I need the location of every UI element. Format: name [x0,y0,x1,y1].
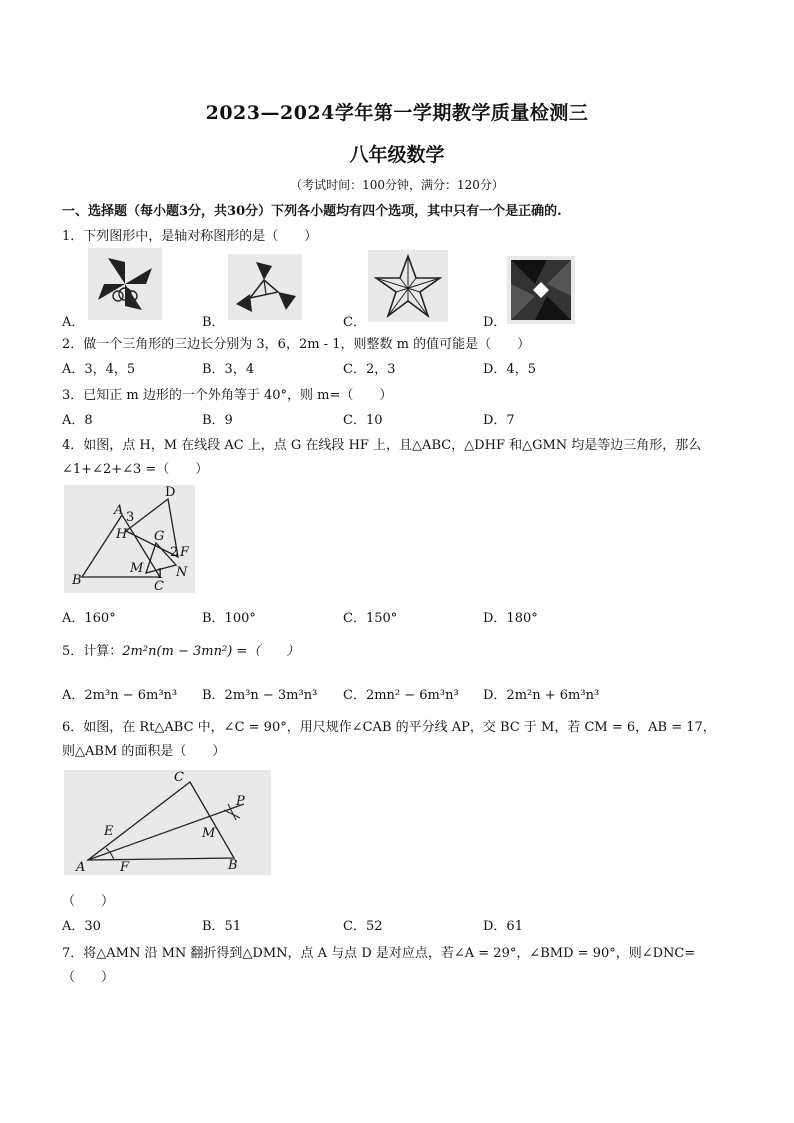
q4-option-a[interactable]: A．160° [62,611,116,626]
q1-option-a[interactable]: A． [62,315,85,330]
question-7-stem-cont: （ ） [62,970,115,985]
q4-label-c: C [154,579,164,594]
question-3-stem: 3．已知正 m 边形的一个外角等于 40°，则 m=（ ） [62,388,393,403]
question-1-stem: 1．下列图形中，是轴对称图形的是（ ） [62,229,318,244]
q6-label-a: A [76,860,86,875]
q4-label-n: N [176,565,188,580]
q4-label-h: H [116,527,128,542]
question-1-options [62,311,742,329]
q4-label-2: 2 [170,545,179,560]
q5-stem-expr: 2m²n(m − 3mn²) =（ ） [122,644,300,659]
question-2-stem: 2．做一个三角形的三边长分别为 3，6，2m - 1，则整数 m 的值可能是（ ） [62,337,531,352]
q2-option-a[interactable]: A．3，4，5 [62,362,136,377]
q5-option-b[interactable]: B．2m³n − 3m³n³ [202,688,318,703]
q4-label-1: 1 [156,567,165,582]
q6-label-e: E [104,824,114,839]
question-4-stem-cont: ∠1+∠2+∠3 =（ ） [62,462,209,477]
question-7-stem: 7．将△AMN 沿 MN 翻折得到△DMN，点 A 与点 D 是对应点，若∠A = 29°，∠BMD = 90°，则∠DNC= [62,946,696,961]
question-3-options [62,409,742,427]
q6-label-f: F [120,860,130,875]
q4-option-d[interactable]: D．180° [483,611,538,626]
q3-option-b[interactable]: B．9 [202,413,233,428]
q6-label-c: C [174,770,184,785]
question-6-blank: （ ） [62,894,115,909]
q5-option-d[interactable]: D．2m²n + 6m³n³ [483,688,600,703]
q6-option-c[interactable]: C．52 [343,919,383,934]
q1-option-d[interactable]: D． [483,315,507,330]
question-6-options [62,915,742,933]
q4-figure [64,485,195,593]
q4-label-m: M [130,561,144,576]
section-heading: 一、选择题（每小题3分，共30分）下列各小题均有四个选项，其中只有一个是正确的. [62,204,562,219]
question-5-stem [62,640,299,659]
q4-option-c[interactable]: C．150° [343,611,398,626]
q6-label-p: P [236,794,245,809]
q6-figure [64,770,271,875]
question-4-options [62,607,742,625]
q4-label-a: A [114,503,124,518]
question-2-options [62,358,742,376]
q5-option-a[interactable]: A．2m³n − 6m³n³ [62,688,178,703]
q5-option-c[interactable]: C．2mn² − 6m³n³ [343,688,459,703]
q6-option-a[interactable]: A．30 [62,919,101,934]
q6-option-d[interactable]: D．61 [483,919,523,934]
q2-option-d[interactable]: D．4，5 [483,362,536,377]
exam-info: （考试时间：100分钟，满分：120分） [290,178,504,192]
question-4-stem: 4．如图，点 H，M 在线段 AC 上，点 G 在线段 HF 上，且△ABC，△DHF 和△GMN 均是等边三角形，那么 [62,438,702,453]
question-5-options [62,684,742,702]
q4-label-b: B [72,573,82,588]
q4-label-3: 3 [126,510,135,525]
q2-option-c[interactable]: C．2，3 [343,362,396,377]
exam-title: 2023—2024学年第一学期教学质量检测三 [205,102,589,124]
q1-option-b[interactable]: B． [202,315,225,330]
question-6-stem-cont: 则△ABM 的面积是（ ） [62,744,226,759]
q5-stem-prefix: 5．计算： [62,644,123,659]
q1-option-c[interactable]: C． [343,315,366,330]
q4-label-d: D [165,485,176,500]
q3-option-d[interactable]: D．7 [483,413,515,428]
q4-label-f: F [180,545,190,560]
q3-option-c[interactable]: C．10 [343,413,383,428]
q6-option-b[interactable]: B．51 [202,919,242,934]
q6-label-m: M [202,826,216,841]
q2-option-b[interactable]: B．3，4 [202,362,255,377]
q3-option-a[interactable]: A．8 [62,413,93,428]
q6-label-b: B [228,858,238,873]
q4-option-b[interactable]: B．100° [202,611,256,626]
q4-label-g: G [154,529,165,544]
exam-subject: 八年级数学 [349,144,445,166]
question-6-stem: 6．如图，在 Rt△ABC 中，∠C = 90°，用尺规作∠CAB 的平分线 AP，交 BC 于 M，若 CM = 6，AB = 17， [62,720,716,735]
q1-figure-a [88,248,162,320]
